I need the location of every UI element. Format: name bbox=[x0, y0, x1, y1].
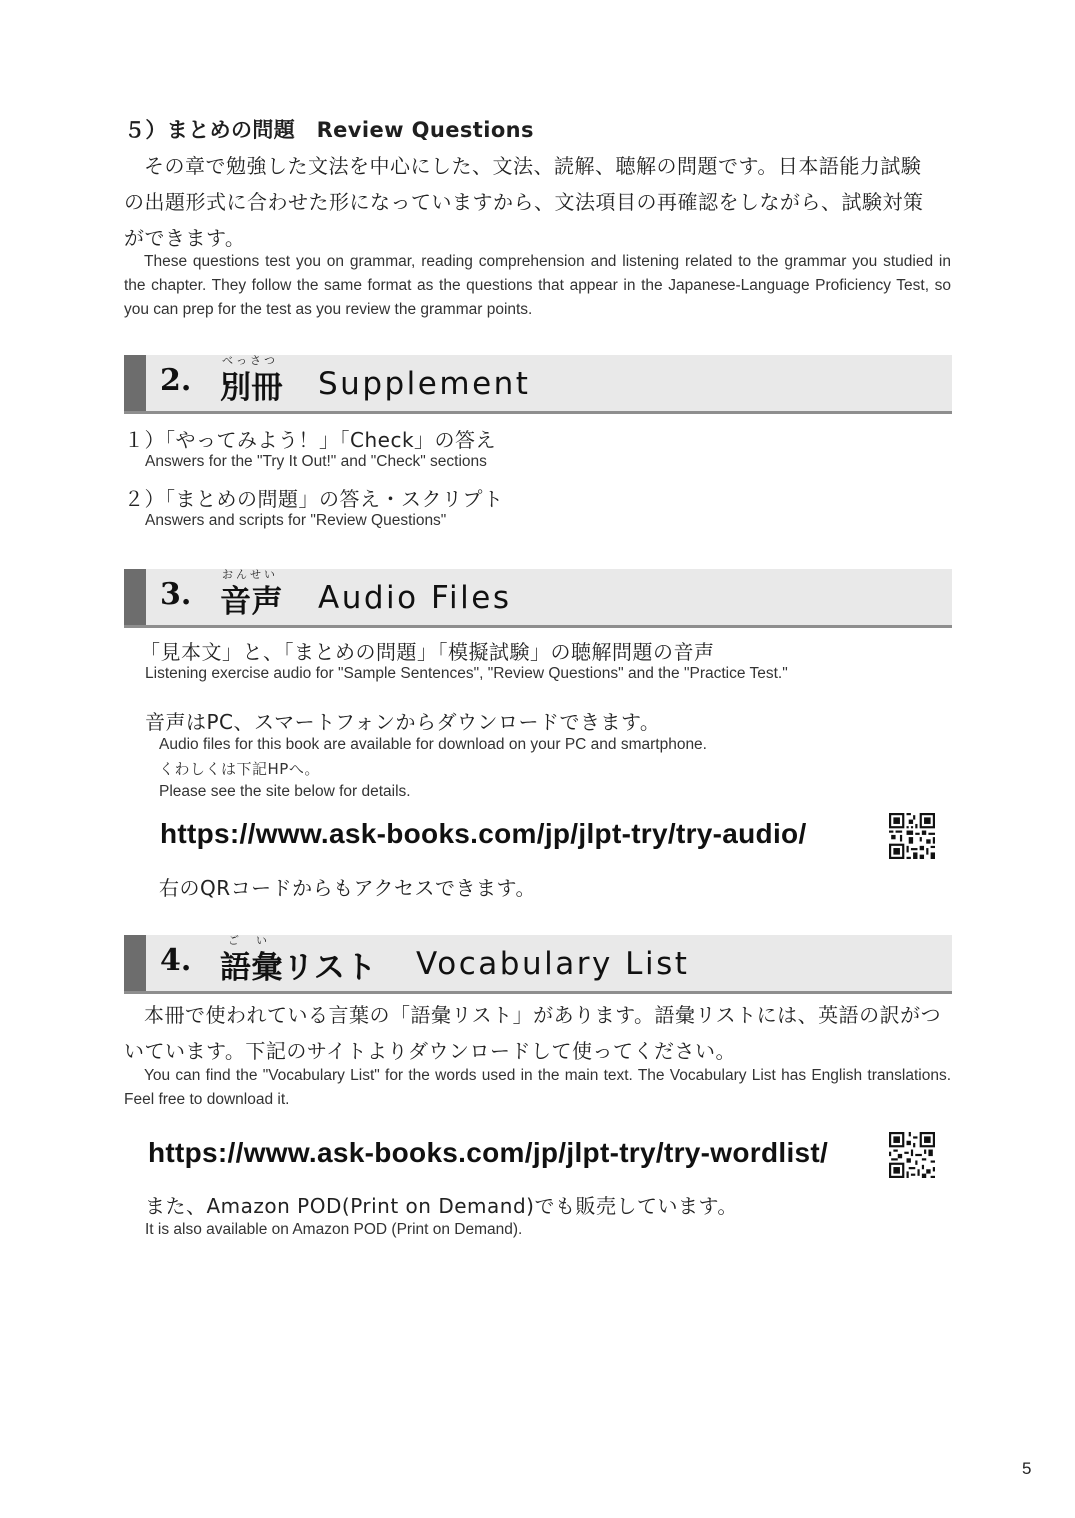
audio-line2-en: Audio files for this book are available for download on your PC and smartphone. bbox=[159, 736, 707, 753]
vocabulary-qr-code[interactable] bbox=[889, 1132, 935, 1178]
section-title-ja: 音声 bbox=[220, 584, 283, 620]
header-accent-bar bbox=[124, 935, 146, 991]
section-number: 4. bbox=[160, 943, 192, 978]
supplement-item2-en: Answers and scripts for "Review Questions" bbox=[145, 512, 447, 529]
review-en-paragraph: These questions test you on grammar, reading comprehension and listening related to the grammar you studied in the chapter. They follow the same format as the questions that appear in the Japanese-Language Proficiency Test, so you can prep for the test as you review the grammar points. bbox=[124, 253, 951, 318]
section-ruby: おんせい bbox=[222, 568, 278, 581]
page-number: 5 bbox=[1022, 1459, 1032, 1478]
section-header-supplement bbox=[124, 355, 952, 414]
audio-qr-note: 右のQRコードからもアクセスできます。 bbox=[159, 876, 536, 900]
vocabulary-en-paragraph: You can find the "Vocabulary List" for the words used in the main text. The Vocabulary List has English translations. Feel free to download it. bbox=[124, 1067, 951, 1108]
supplement-item2-ja: ２）「まとめの問題」の答え・スクリプト bbox=[124, 487, 504, 511]
section-title-en: Supplement bbox=[318, 366, 531, 402]
supplement-item1-ja: １）「やってみよう！」「Check」の答え bbox=[124, 428, 497, 452]
amazon-pod-ja: また、Amazon POD(Print on Demand)でも販売しています。 bbox=[145, 1194, 738, 1218]
audio-line1-ja: 「見本文」と、「まとめの問題」「模擬試験」の聴解問題の音声 bbox=[140, 640, 715, 664]
section-ruby: べっさつ bbox=[222, 354, 278, 367]
section-header-audio bbox=[124, 569, 952, 628]
amazon-pod-en: It is also available on Amazon POD (Print on Demand). bbox=[145, 1221, 523, 1238]
review-ja-line3: ができます。 bbox=[124, 226, 246, 250]
review-ja-paragraph bbox=[124, 148, 954, 256]
section-number: 2. bbox=[160, 363, 192, 398]
supplement-item1-en: Answers for the "Try It Out!" and "Check" sections bbox=[145, 453, 487, 470]
audio-line1-en: Listening exercise audio for "Sample Sentences", "Review Questions" and the "Practice Test." bbox=[145, 665, 788, 682]
vocabulary-ja-paragraph bbox=[124, 997, 954, 1069]
review-ja-line1: その章で勉強した文法を中心にした、文法、読解、聴解の問題です。日本語能力試験 bbox=[144, 154, 922, 178]
audio-line3-ja: くわしくは下記HPへ。 bbox=[159, 760, 320, 778]
section-title-en: Vocabulary List bbox=[416, 946, 690, 982]
header-accent-bar bbox=[124, 355, 146, 411]
audio-url-link[interactable]: https://www.ask-books.com/jp/jlpt-try/try-audio/ bbox=[160, 818, 807, 849]
vocabulary-url-link[interactable]: https://www.ask-books.com/jp/jlpt-try/try-wordlist/ bbox=[148, 1137, 829, 1168]
review-questions-title: ５）まとめの問題 Review Questions bbox=[124, 118, 534, 142]
audio-qr-code[interactable] bbox=[889, 813, 935, 859]
header-accent-bar bbox=[124, 569, 146, 625]
audio-line3-en: Please see the site below for details. bbox=[159, 783, 411, 800]
audio-line2-ja: 音声はPC、スマートフォンからダウンロードできます。 bbox=[145, 710, 661, 734]
section-header-vocabulary bbox=[124, 935, 952, 994]
section-number: 3. bbox=[160, 577, 192, 612]
vocabulary-ja-line2: いています。下記のサイトよりダウンロードして使ってください。 bbox=[124, 1039, 736, 1063]
section-title-ja: 語彙リスト bbox=[220, 950, 377, 986]
section-title-en: Audio Files bbox=[318, 580, 512, 616]
review-ja-line2: の出題形式に合わせた形になっていますから、文法項目の再確認をしながら、試験対策 bbox=[124, 190, 924, 214]
section-title-ja: 別冊 bbox=[220, 370, 283, 406]
section-ruby: ご い bbox=[228, 934, 270, 947]
vocabulary-ja-line1: 本冊で使われている言葉の「語彙リスト」があります。語彙リストには、英語の訳がつ bbox=[144, 1003, 942, 1027]
